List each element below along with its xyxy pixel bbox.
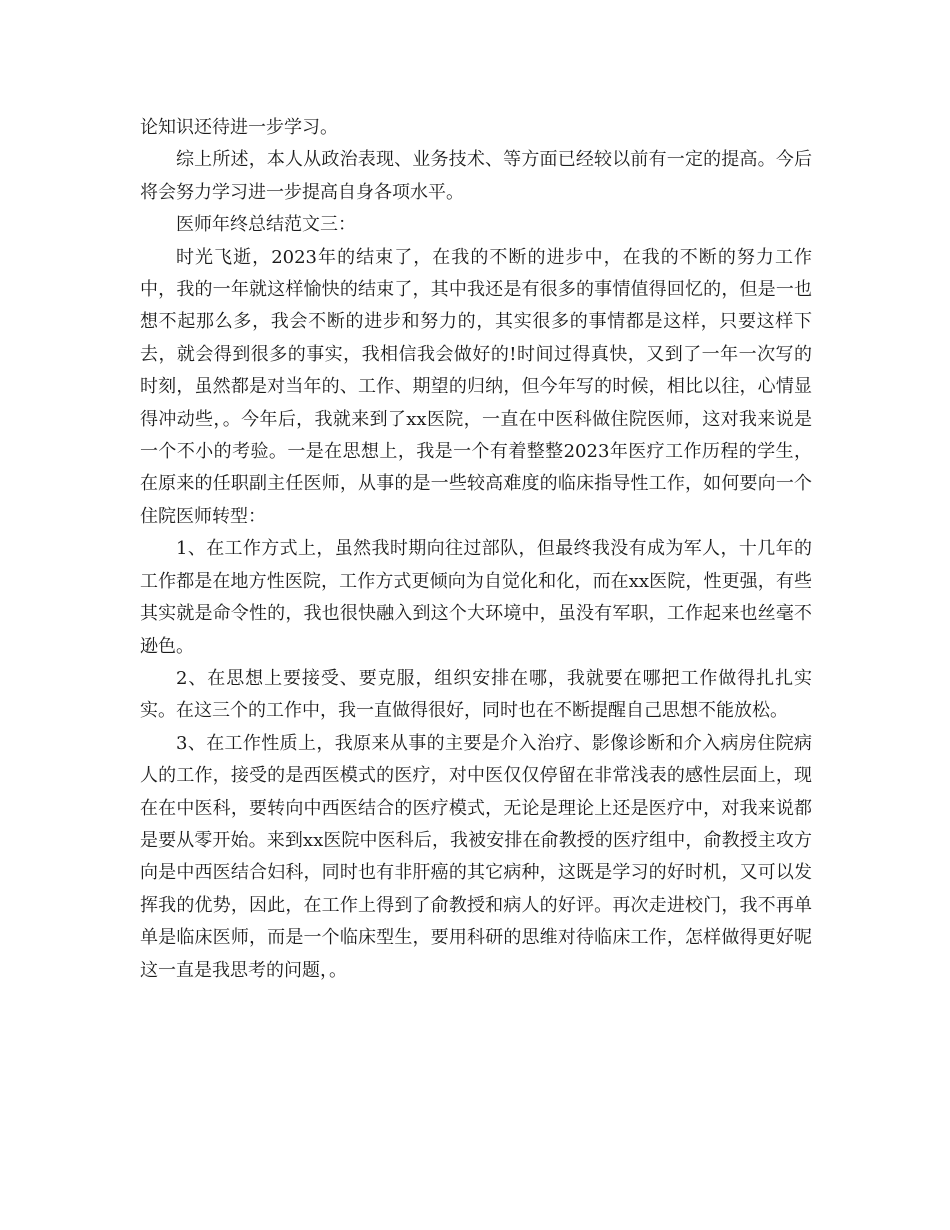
- paragraph-summary: 综上所述，本人从政治表现、业务技术、等方面已经较以前有一定的提高。今后将会努力学习进一步提高自身各项水平。: [140, 149, 812, 203]
- section-heading: 医师年终总结范文三：: [176, 214, 356, 236]
- document-body: [140, 112, 812, 987]
- paragraph-intro: 时光飞逝，2023年的结束了，在我的不断的进步中，在我的不断的努力工作中，我的一年就这样愉快的结束了，其中我还是有很多的事情值得回忆的，但是一也想不起那么多，我会不断的进步和努力的，其实很多的事情都是这样，只要这样下去，就会得到很多的事实，我相信我会做好的!时间过得真快，又到了一年一次写的时刻，虽然都是对当年的、工作、期望的归纳，但今年写的时候，相比以往，心情显得冲动些，。今年后，我就来到了xx医院，一直在中医科做住院医师，这对我来说是一个不小的考验。一是在思想上，我是一个有着整整2023年医疗工作历程的学生，在原来的任职副主任医师，从事的是一些较高难度的临床指导性工作，如何要向一个住院医师转型：: [140, 246, 812, 527]
- paragraph-point-1: 1、在工作方式上，虽然我时期向往过部队，但最终我没有成为军人，十几年的工作都是在地方性医院，工作方式更倾向为自觉化和化，而在xx医院，性更强，有些其实就是命令性的，我也很快融入到这个大环境中，虽没有军职，工作起来也丝毫不逊色。: [140, 538, 812, 657]
- paragraph-point-2: 2、在思想上要接受、要克服，组织安排在哪，我就要在哪把工作做得扎扎实实。在这三个的工作中，我一直做得很好，同时也在不断提醒自己思想不能放松。: [140, 667, 812, 722]
- paragraph-point-3: 3、在工作性质上，我原来从事的主要是介入治疗、影像诊断和介入病房住院病人的工作，接受的是西医模式的医疗，对中医仅仅停留在非常浅表的感性层面上，现在在中医科，要转向中西医结合的医疗模式，无论是理论上还是医疗中，对我来说都是要从零开始。来到xx医院中医科后，我被安排在俞教授的医疗组中，俞教授主攻方向是中西医结合妇科，同时也有非肝癌的其它病种，这既是学习的好时机，又可以发挥我的优势，因此，在工作上得到了俞教授和病人的好评。再次走进校门，我不再单单是临床医师，而是一个临床型生，要用科研的思维对待临床工作，怎样做得更好呢这一直是我思考的问题，。: [140, 732, 812, 981]
- paragraph-continuation: 论知识还待进一步学习。: [140, 117, 338, 138]
